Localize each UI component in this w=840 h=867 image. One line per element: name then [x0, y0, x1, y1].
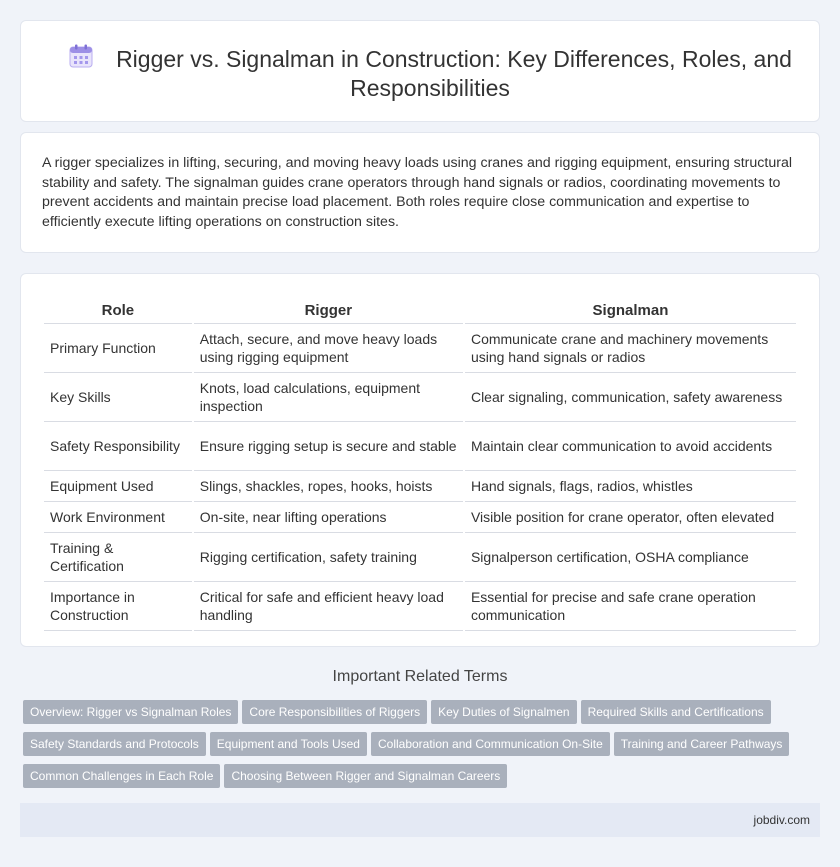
table-cell: Signalperson certification, OSHA compliance	[465, 533, 796, 582]
column-header-signalman: Signalman	[465, 294, 796, 324]
related-term-tag[interactable]: Equipment and Tools Used	[210, 732, 367, 756]
table-row	[44, 533, 796, 582]
table-row	[44, 324, 796, 373]
table-row	[44, 422, 796, 471]
related-term-tag[interactable]: Collaboration and Communication On-Site	[371, 732, 610, 756]
table-cell: Attach, secure, and move heavy loads using rigging equipment	[194, 324, 463, 373]
table-cell: Knots, load calculations, equipment inspection	[194, 373, 463, 422]
table-cell: Communicate crane and machinery movements using hand signals or radios	[465, 324, 796, 373]
table-cell: Importance in Construction	[44, 582, 192, 631]
related-terms-list	[23, 700, 813, 796]
table-cell: Key Skills	[44, 373, 192, 422]
related-term-tag[interactable]: Choosing Between Rigger and Signalman Careers	[224, 764, 507, 788]
table-row	[44, 471, 796, 502]
table-cell: Equipment Used	[44, 471, 192, 502]
table-cell: Visible position for crane operator, often elevated	[465, 502, 796, 533]
page-title	[61, 43, 799, 103]
column-header-rigger: Rigger	[194, 294, 463, 324]
related-term-tag[interactable]: Overview: Rigger vs Signalman Roles	[23, 700, 238, 724]
table-cell: Primary Function	[44, 324, 192, 373]
intro-paragraph: A rigger specializes in lifting, securing, and moving heavy loads using cranes and rigging equipment, ensuring structural stability and safety. The signalman guides crane operators through hand signals or radios, coordinating movements to prevent accidents and maintain precise load placement. Both roles require close communication and expertise to efficiently execute lifting operations on construction sites.	[42, 155, 792, 230]
related-terms-title: Important Related Terms	[332, 668, 508, 685]
table-cell: Clear signaling, communication, safety awareness	[465, 373, 796, 422]
table-cell: Work Environment	[44, 502, 192, 533]
calendar-icon	[68, 43, 94, 69]
table-cell: Safety Responsibility	[44, 422, 192, 471]
header-card	[20, 20, 820, 122]
comparison-table	[42, 294, 798, 631]
table-row	[44, 502, 796, 533]
table-row	[44, 373, 796, 422]
related-term-tag[interactable]: Common Challenges in Each Role	[23, 764, 220, 788]
table-cell: On-site, near lifting operations	[194, 502, 463, 533]
table-cell: Essential for precise and safe crane operation communication	[465, 582, 796, 631]
related-term-tag[interactable]: Core Responsibilities of Riggers	[242, 700, 427, 724]
table-cell: Hand signals, flags, radios, whistles	[465, 471, 796, 502]
page-title-text: Rigger vs. Signalman in Construction: Key Differences, Roles, and Responsibilities	[116, 46, 792, 101]
footer-brand-link[interactable]: jobdiv.com	[753, 813, 810, 827]
intro-card	[20, 132, 820, 253]
table-row	[44, 582, 796, 631]
related-term-tag[interactable]: Safety Standards and Protocols	[23, 732, 206, 756]
comparison-table-card	[20, 273, 820, 647]
table-cell: Critical for safe and efficient heavy load handling	[194, 582, 463, 631]
column-header-role: Role	[44, 294, 192, 324]
table-cell: Rigging certification, safety training	[194, 533, 463, 582]
table-cell: Maintain clear communication to avoid accidents	[465, 422, 796, 471]
table-cell: Ensure rigging setup is secure and stable	[194, 422, 463, 471]
footer	[20, 803, 820, 837]
table-header-row	[44, 294, 796, 324]
related-term-tag[interactable]: Required Skills and Certifications	[581, 700, 771, 724]
related-term-tag[interactable]: Key Duties of Signalmen	[431, 700, 576, 724]
table-cell: Slings, shackles, ropes, hooks, hoists	[194, 471, 463, 502]
related-term-tag[interactable]: Training and Career Pathways	[614, 732, 790, 756]
table-cell: Training & Certification	[44, 533, 192, 582]
